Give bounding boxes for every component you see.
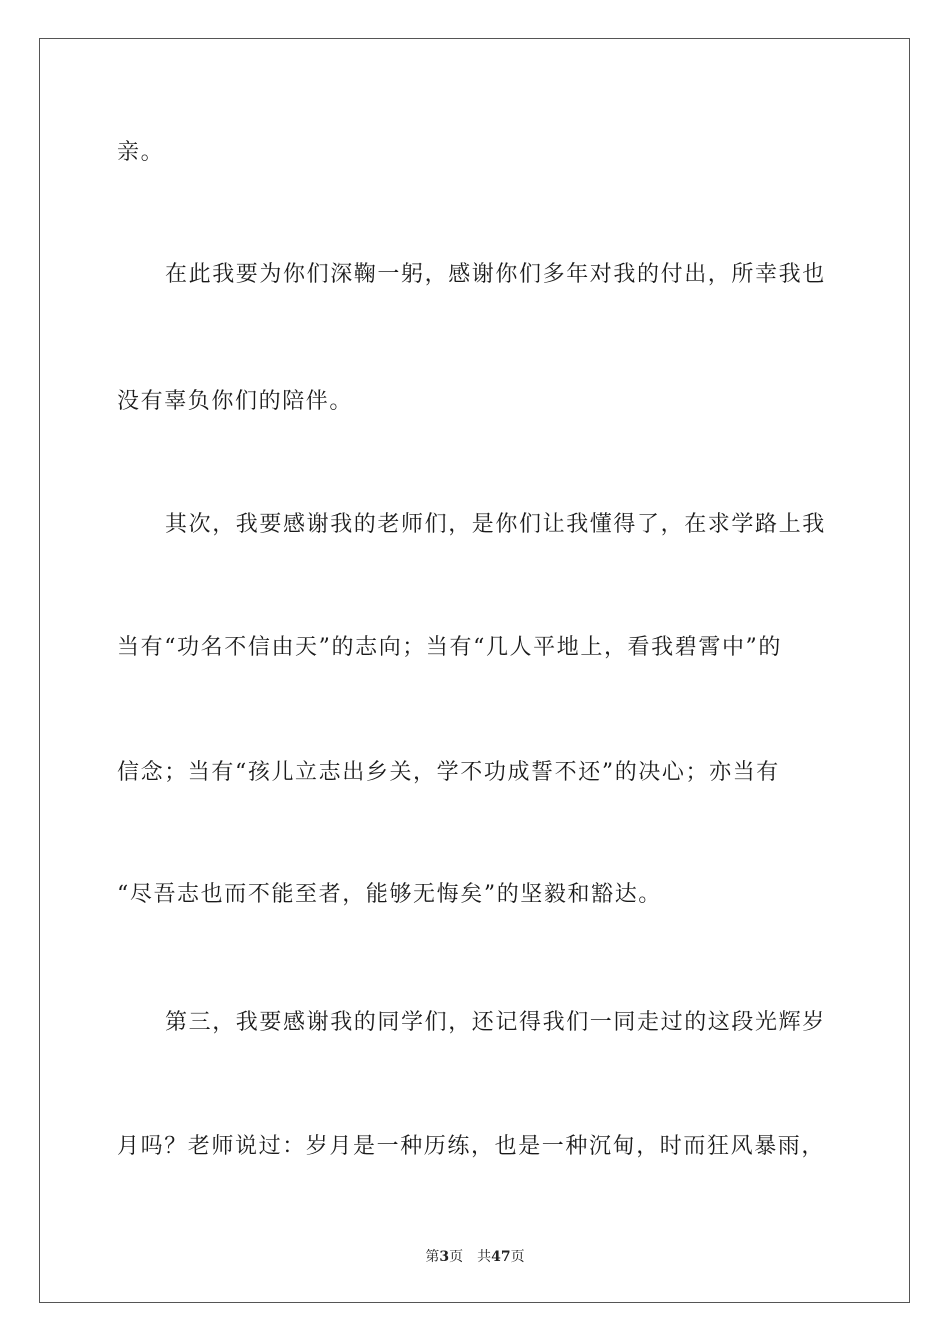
- page-number: 3: [439, 1249, 450, 1265]
- text-line-2: 在此我要为你们深鞠一躬，感谢你们多年对我的付出，所幸我也: [165, 262, 826, 287]
- text-line-1: 亲。: [117, 140, 165, 165]
- total-suffix: 页: [510, 1249, 525, 1265]
- text-line-4: 其次，我要感谢我的老师们，是你们让我懂得了，在求学路上我: [165, 512, 826, 537]
- text-line-8: 第三，我要感谢我的同学们，还记得我们一同走过的这段光辉岁: [165, 1010, 826, 1035]
- total-prefix: 共: [477, 1249, 492, 1265]
- text-line-5: 当有“功名不信由天”的志向；当有“几人平地上，看我碧霄中”的: [117, 635, 782, 660]
- page-footer: [0, 1248, 950, 1266]
- text-line-3: 没有辜负你们的陪伴。: [117, 389, 354, 414]
- page-prefix: 第: [425, 1249, 440, 1265]
- text-line-9: 月吗？老师说过：岁月是一种历练，也是一种沉甸，时而狂风暴雨，: [117, 1134, 826, 1159]
- total-pages: 47: [491, 1249, 511, 1265]
- page-suffix: 页: [449, 1249, 464, 1265]
- text-line-7: “尽吾志也而不能至者，能够无悔矣”的坚毅和豁达。: [117, 882, 662, 907]
- text-line-6: 信念；当有“孩儿立志出乡关，学不功成誓不还”的决心；亦当有: [117, 760, 780, 785]
- page-frame: [39, 38, 910, 1303]
